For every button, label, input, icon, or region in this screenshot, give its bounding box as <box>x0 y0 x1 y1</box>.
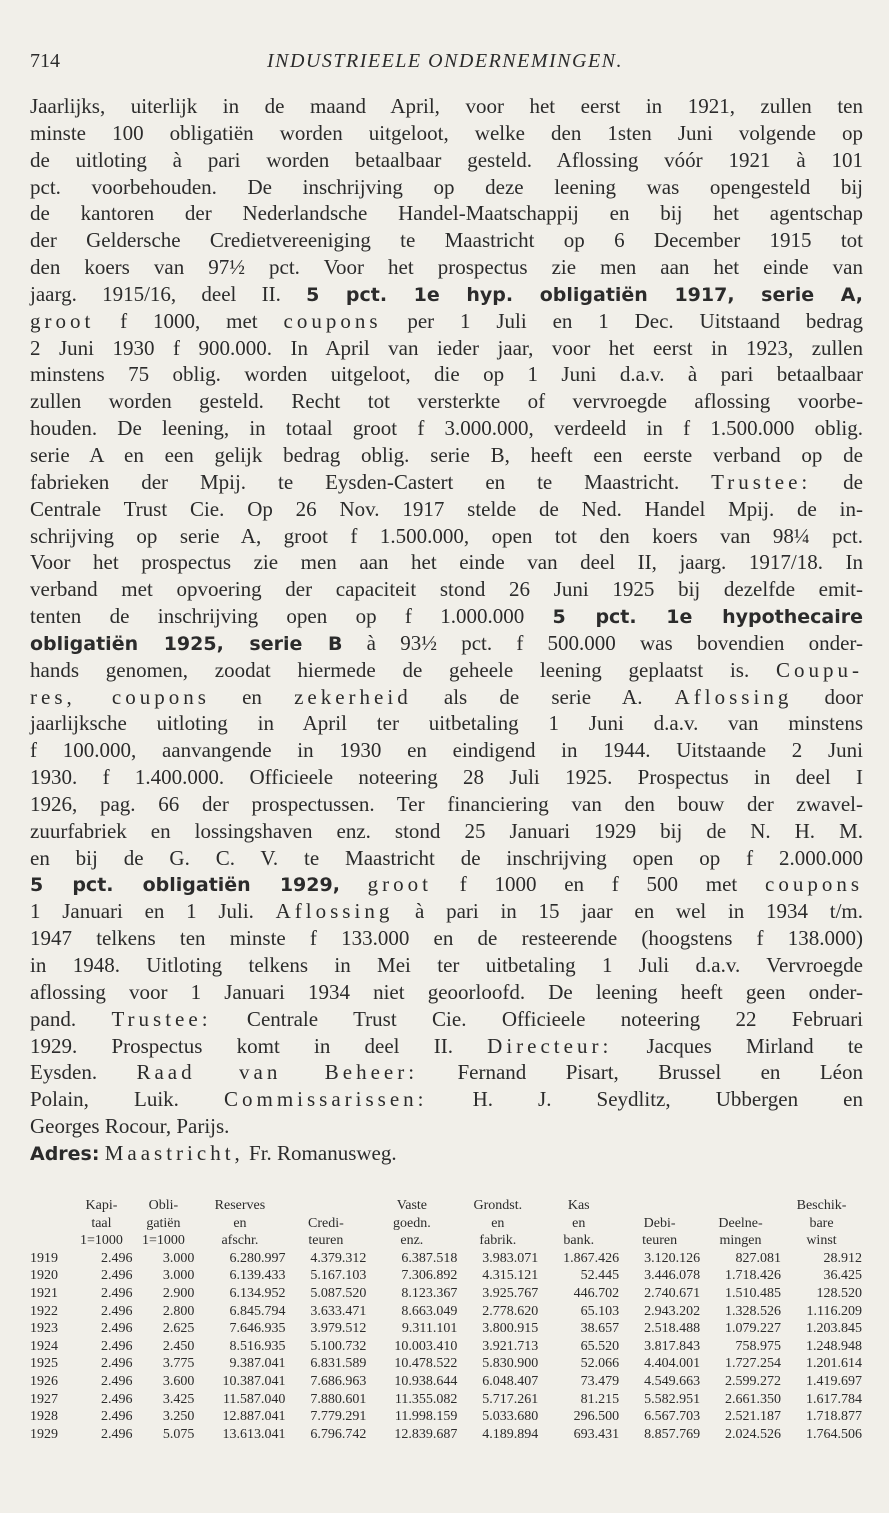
value-cell: 5.087.520 <box>310 1285 367 1301</box>
value-cell: 2.450 <box>162 1338 195 1354</box>
column-header: Obli- <box>148 1198 179 1213</box>
page-header <box>30 50 860 90</box>
text-line <box>30 1086 863 1113</box>
spaced-term: Directeur: <box>487 1033 613 1058</box>
value-cell: 2.496 <box>100 1268 133 1284</box>
value-cell: 5.075 <box>162 1426 195 1442</box>
text-run: pand. <box>30 1006 112 1031</box>
text-line <box>30 1006 863 1033</box>
column-header: en <box>572 1215 586 1231</box>
column-header: enz. <box>400 1233 424 1249</box>
value-cell: 4.189.894 <box>482 1426 539 1442</box>
text-line <box>30 361 863 388</box>
column-header: Deelne- <box>718 1215 763 1231</box>
text-run: pct. voorbehouden. De inschrijving op deze leening was opengesteld bij <box>30 174 863 199</box>
value-cell: 296.500 <box>573 1409 620 1425</box>
header-row <box>30 1215 862 1233</box>
text-line <box>30 254 863 281</box>
column-header <box>30 1197 70 1215</box>
value-cell: 6.567.703 <box>644 1409 701 1425</box>
column-header: taal <box>91 1215 112 1231</box>
text-line <box>30 147 863 174</box>
text-run: jaarlijksche uitloting in April ter uitbetaling 1 Juni d.a.v. van minstens <box>30 711 863 736</box>
text-line <box>30 227 863 254</box>
text-run: Fr. Romanusweg. <box>243 1140 397 1165</box>
value-cell: 7.686.963 <box>310 1373 367 1389</box>
value-cell: 7.306.892 <box>401 1268 458 1284</box>
value-cell: 36.425 <box>823 1268 862 1284</box>
value-cell: 1.510.485 <box>724 1285 781 1301</box>
value-cell: 1.764.506 <box>806 1426 862 1442</box>
value-cell: 2.740.671 <box>644 1285 701 1301</box>
spaced-term: groot <box>30 308 95 333</box>
text-run: Centrale Trust Cie. Op 26 Nov. 1917 stelde de Ned. Handel Mpij. de in- <box>30 496 863 521</box>
column-header: goedn. <box>392 1215 431 1231</box>
value-cell: 3.000 <box>162 1250 195 1266</box>
spaced-term: groot <box>367 872 432 897</box>
value-cell: 5.167.103 <box>310 1268 367 1284</box>
text-run: à 93½ pct. f 500.000 was bovendien onder- <box>342 630 863 655</box>
value-cell: 3.800.915 <box>482 1321 539 1337</box>
text-run: de uitloting à pari worden betaalbaar gesteld. Aflossing vóór 1921 à 101 <box>30 147 863 172</box>
column-header <box>30 1215 70 1233</box>
value-cell: 10.387.041 <box>222 1373 286 1389</box>
value-cell: 3.633.471 <box>310 1303 367 1319</box>
year-cell: 1923 <box>30 1321 58 1337</box>
spaced-term: Coupu- <box>776 657 863 682</box>
value-cell: 3.979.512 <box>310 1321 367 1337</box>
column-header <box>700 1197 781 1215</box>
column-header: teuren <box>642 1233 678 1249</box>
value-cell: 2.496 <box>100 1321 133 1337</box>
value-cell: 2.800 <box>162 1303 195 1319</box>
value-cell: 7.880.601 <box>310 1391 367 1407</box>
text-line <box>30 442 863 469</box>
value-cell: 6.796.742 <box>310 1426 367 1442</box>
value-cell: 2.943.202 <box>644 1303 701 1319</box>
text-run: en <box>209 684 295 709</box>
text-run: Voor het prospectus zie men aan het einde van deel II, jaarg. 1917/18. In <box>30 550 863 575</box>
column-header <box>30 1232 70 1250</box>
table-row <box>30 1355 862 1373</box>
column-header <box>619 1197 700 1215</box>
column-header: bank. <box>563 1233 595 1249</box>
year-cell: 1929 <box>30 1426 58 1442</box>
column-header: gatiën <box>146 1215 181 1231</box>
text-line <box>30 388 863 415</box>
column-header: Beschik- <box>796 1198 847 1213</box>
column-header: winst <box>806 1233 837 1249</box>
value-cell: 2.599.272 <box>724 1373 781 1389</box>
value-cell: 5.830.900 <box>482 1356 539 1372</box>
text-line <box>30 925 863 952</box>
year-cell: 1928 <box>30 1409 58 1425</box>
value-cell: 3.120.126 <box>644 1250 701 1266</box>
text-run: 1947 telkens ten minste f 133.000 en de resteerende (hoogstens f 138.000) <box>30 926 863 951</box>
text-run: Eysden. <box>30 1060 137 1085</box>
text-line <box>30 496 863 523</box>
value-cell: 2.778.620 <box>482 1303 539 1319</box>
value-cell: 5.717.261 <box>482 1391 539 1407</box>
value-cell: 2.496 <box>100 1391 133 1407</box>
text-line <box>30 200 863 227</box>
column-header: Kapi- <box>85 1198 118 1213</box>
value-cell: 5.100.732 <box>310 1338 367 1354</box>
value-cell: 8.516.935 <box>229 1338 286 1354</box>
spaced-term: Raad van Beheer: <box>136 1060 419 1085</box>
value-cell: 38.657 <box>580 1321 620 1337</box>
value-cell: 3.775 <box>162 1356 195 1372</box>
value-cell: 2.496 <box>100 1303 133 1319</box>
text-line <box>30 549 863 576</box>
column-header: teuren <box>308 1233 344 1249</box>
value-cell: 1.079.227 <box>724 1321 781 1337</box>
value-cell: 11.998.159 <box>394 1409 458 1425</box>
bold-heading: Adres: <box>30 1142 100 1165</box>
value-cell: 1.203.845 <box>806 1321 862 1337</box>
text-line <box>30 469 863 496</box>
value-cell: 2.496 <box>100 1250 133 1266</box>
value-cell: 1.867.426 <box>563 1250 620 1266</box>
text-line <box>30 871 863 898</box>
text-run: den koers van 97½ pct. Voor het prospectus zie men aan het einde van <box>30 255 863 280</box>
value-cell: 2.496 <box>100 1356 133 1372</box>
text-line <box>30 93 863 120</box>
spaced-term: Trustee: <box>711 469 812 494</box>
value-cell: 5.033.680 <box>482 1409 539 1425</box>
table-header <box>30 1197 862 1250</box>
spaced-term: coupons <box>283 308 382 333</box>
text-line <box>30 952 863 979</box>
value-cell: 1.328.526 <box>724 1303 781 1319</box>
value-cell: 1.248.948 <box>806 1338 862 1354</box>
text-run: Georges Rocour, Parijs. <box>30 1114 230 1139</box>
column-header: Reserves <box>214 1198 266 1213</box>
value-cell: 2.518.488 <box>644 1321 701 1337</box>
value-cell: 5.582.951 <box>644 1391 701 1407</box>
value-cell: 1.419.697 <box>806 1373 862 1389</box>
year-cell: 1925 <box>30 1356 58 1372</box>
text-run: serie A en een gelijk bedrag oblig. serie B, heeft een eerste verband op de <box>30 442 863 467</box>
text-run: f 1000, met <box>94 308 284 333</box>
column-header: Credi- <box>308 1215 344 1231</box>
text-line <box>30 1033 863 1060</box>
table-row <box>30 1250 862 1268</box>
value-cell: 2.625 <box>162 1321 195 1337</box>
column-header: Kas <box>567 1198 590 1213</box>
text-line <box>30 120 863 147</box>
text-line <box>30 1059 863 1086</box>
bold-heading: 5 pct. obligatiën 1929, <box>30 874 340 897</box>
text-line <box>30 898 863 925</box>
financial-table <box>30 1197 862 1443</box>
text-run: de <box>811 469 864 494</box>
value-cell: 6.280.997 <box>229 1250 286 1266</box>
text-run: Jacques Mirland te <box>612 1033 863 1058</box>
table-row <box>30 1267 862 1285</box>
text-line <box>30 415 863 442</box>
column-header: mingen <box>719 1233 762 1249</box>
text-line <box>30 281 863 308</box>
text-run: minstens 75 oblig. worden uitgeloot, die op 1 Juni d.a.v. à pari betaalbaar <box>30 362 863 387</box>
text-run: hands genomen, zoodat hiermede de geheele leening geplaatst is. <box>30 657 776 682</box>
value-cell: 2.496 <box>100 1338 133 1354</box>
value-cell: 9.311.101 <box>401 1321 458 1337</box>
text-run: minste 100 obligatiën worden uitgeloot, welke den 1sten Juni volgende op <box>30 120 863 145</box>
value-cell: 3.250 <box>162 1409 195 1425</box>
value-cell: 2.661.350 <box>724 1391 781 1407</box>
spaced-term: Commissarissen: <box>223 1087 428 1112</box>
value-cell: 1.617.784 <box>806 1391 862 1407</box>
value-cell: 4.315.121 <box>482 1268 539 1284</box>
value-cell: 3.446.078 <box>644 1268 701 1284</box>
value-cell: 1.718.877 <box>806 1409 862 1425</box>
value-cell: 3.925.767 <box>482 1285 539 1301</box>
text-run: jaarg. 1915/16, deel II. <box>30 281 307 306</box>
text-line <box>30 174 863 201</box>
table-row <box>30 1285 862 1303</box>
table-row <box>30 1391 862 1409</box>
text-line <box>30 603 863 630</box>
text-line <box>30 818 863 845</box>
table-row <box>30 1320 862 1338</box>
year-cell: 1922 <box>30 1303 58 1319</box>
value-cell: 446.702 <box>573 1285 620 1301</box>
text-run: zuurfabriek en lossingshaven enz. stond 25 Januari 1929 bij de N. H. M. <box>30 818 863 843</box>
text-run: zullen worden gesteld. Recht tot versterkte of vervroegde aflossing voorbe- <box>30 389 863 414</box>
value-cell: 8.123.367 <box>401 1285 458 1301</box>
value-cell: 2.024.526 <box>724 1426 781 1442</box>
value-cell: 10.478.522 <box>394 1356 458 1372</box>
text-run: aflossing voor 1 Januari 1934 niet geoorloofd. De leening heeft geen onder- <box>30 979 863 1004</box>
spaced-term: Trustee: <box>111 1006 212 1031</box>
header-row <box>30 1197 862 1215</box>
value-cell: 827.081 <box>735 1250 781 1266</box>
value-cell: 3.921.713 <box>482 1338 539 1354</box>
column-header: fabrik. <box>479 1233 517 1249</box>
value-cell: 11.587.040 <box>222 1391 286 1407</box>
bold-heading: obligatiën 1925, serie B <box>30 632 343 655</box>
text-line <box>30 523 863 550</box>
value-cell: 2.496 <box>100 1426 133 1442</box>
page-number: 714 <box>30 50 60 72</box>
value-cell: 3.000 <box>162 1268 195 1284</box>
year-cell: 1921 <box>30 1285 58 1301</box>
bold-heading: 5 pct. 1e hyp. obligatiën 1917, serie A, <box>306 283 863 306</box>
bold-heading: 5 pct. 1e hypothecaire <box>552 606 863 629</box>
table-row <box>30 1303 862 1321</box>
text-run: tenten de inschrijving open op f 1.000.000 <box>30 604 553 629</box>
value-cell: 1.727.254 <box>724 1356 781 1372</box>
value-cell: 52.066 <box>580 1356 620 1372</box>
text-run: 1926, pag. 66 der prospectussen. Ter financiering van den bouw der zwavel- <box>30 791 863 816</box>
value-cell: 4.549.663 <box>644 1373 701 1389</box>
value-cell: 8.663.049 <box>401 1303 458 1319</box>
year-cell: 1919 <box>30 1250 58 1266</box>
spaced-term: zekerheid <box>294 684 412 709</box>
text-run: à pari in 15 jaar en wel in 1934 t/m. <box>393 899 863 924</box>
text-run: 1929. Prospectus komt in deel II. <box>30 1033 488 1058</box>
text-run: Centrale Trust Cie. Officieele noteering 22 Februari <box>211 1006 863 1031</box>
column-header: 1=1000 <box>141 1233 185 1249</box>
table-row <box>30 1338 862 1356</box>
text-run: Jaarlijks, uiterlijk in de maand April, voor het eerst in 1921, zullen ten <box>30 94 863 118</box>
text-run: als de serie A. <box>411 684 675 709</box>
value-cell: 128.520 <box>816 1285 862 1301</box>
spaced-term: Aflossing <box>275 899 394 924</box>
text-line <box>30 979 863 1006</box>
text-line <box>30 630 863 657</box>
value-cell: 11.355.082 <box>394 1391 458 1407</box>
value-cell: 6.831.589 <box>310 1356 367 1372</box>
value-cell: 10.003.410 <box>394 1338 458 1354</box>
value-cell: 3.817.843 <box>644 1338 701 1354</box>
value-cell: 2.521.187 <box>724 1409 781 1425</box>
value-cell: 7.779.291 <box>310 1409 367 1425</box>
text-line <box>30 845 863 872</box>
text-run <box>340 872 368 896</box>
text-run: 1930. f 1.400.000. Officieele noteering 28 Juli 1925. Prospectus in deel I <box>30 765 863 790</box>
value-cell: 2.496 <box>100 1285 133 1301</box>
spaced-term: coupons <box>765 872 864 897</box>
year-cell: 1926 <box>30 1373 58 1389</box>
table-body <box>30 1250 862 1444</box>
column-header: en <box>491 1215 505 1231</box>
text-run: f 1000 en f 500 met <box>432 872 766 897</box>
value-cell: 8.857.769 <box>644 1426 701 1442</box>
text-run: 2 Juni 1930 f 900.000. In April van ieder jaar, voor het eerst in 1923, zullen <box>30 335 863 360</box>
text-line <box>30 1140 863 1167</box>
body-text <box>30 93 863 1167</box>
column-header: Vaste <box>396 1198 428 1213</box>
value-cell: 1.201.614 <box>806 1356 862 1372</box>
value-cell: 81.215 <box>580 1391 620 1407</box>
text-line <box>30 791 863 818</box>
value-cell: 2.496 <box>100 1409 133 1425</box>
value-cell: 4.404.001 <box>644 1356 701 1372</box>
column-header: Grondst. <box>473 1198 523 1213</box>
text-run: en bij de G. C. V. te Maastricht de inschrijving open op f 2.000.000 <box>30 845 863 870</box>
value-cell: 4.379.312 <box>310 1250 367 1266</box>
running-title: INDUSTRIEELE ONDERNEMINGEN. <box>266 50 624 72</box>
table-row <box>30 1373 862 1391</box>
table-row <box>30 1408 862 1426</box>
year-cell: 1924 <box>30 1338 58 1354</box>
value-cell: 6.387.518 <box>401 1250 458 1266</box>
text-run: verband met opvoering der capaciteit stond 26 Juni 1925 bij dezelfde emit- <box>30 577 863 602</box>
value-cell: 12.887.041 <box>222 1409 286 1425</box>
value-cell: 3.600 <box>162 1373 195 1389</box>
value-cell: 1.718.426 <box>724 1268 781 1284</box>
value-cell: 65.520 <box>580 1338 620 1354</box>
text-run: der Geldersche Credietvereeniging te Maastricht op 6 December 1915 tot <box>30 228 863 253</box>
value-cell: 7.646.935 <box>229 1321 286 1337</box>
header-row <box>30 1232 862 1250</box>
spaced-term: res, coupons <box>30 684 210 709</box>
value-cell: 10.938.644 <box>394 1373 458 1389</box>
text-run: fabrieken der Mpij. te Eysden-Castert en te Maastricht. <box>30 469 712 494</box>
value-cell: 6.845.794 <box>229 1303 286 1319</box>
column-header <box>285 1197 366 1215</box>
value-cell: 693.431 <box>573 1426 620 1442</box>
text-run: houden. De leening, in totaal groot f 3.000.000, verdeeld in f 1.500.000 oblig. <box>30 416 863 441</box>
value-cell: 6.048.407 <box>482 1373 539 1389</box>
value-cell: 6.139.433 <box>229 1268 286 1284</box>
text-run: f 100.000, aanvangende in 1930 en eindigend in 1944. Uitstaande 2 Juni <box>30 738 863 763</box>
text-line <box>30 737 863 764</box>
column-header: en <box>233 1215 247 1231</box>
column-header: 1=1000 <box>79 1233 123 1249</box>
value-cell: 13.613.041 <box>222 1426 286 1442</box>
column-header: bare <box>809 1215 834 1231</box>
year-cell: 1927 <box>30 1391 58 1407</box>
text-run: 1 Januari en 1 Juli. <box>30 899 276 924</box>
value-cell: 9.387.041 <box>229 1356 286 1372</box>
value-cell: 73.479 <box>580 1373 620 1389</box>
value-cell: 65.103 <box>580 1303 620 1319</box>
text-line <box>30 576 863 603</box>
text-run: in 1948. Uitloting telkens in Mei ter uitbetaling 1 Juli d.a.v. Vervroegde <box>30 953 863 977</box>
value-cell: 758.975 <box>735 1338 781 1354</box>
value-cell: 6.134.952 <box>229 1285 286 1301</box>
value-cell: 3.425 <box>162 1391 195 1407</box>
spaced-term: Aflossing <box>674 684 793 709</box>
text-run: Polain, Luik. <box>30 1087 224 1112</box>
text-run: Fernand Pisart, Brussel en Léon <box>418 1060 863 1085</box>
text-run: door <box>792 684 863 709</box>
text-line <box>30 684 863 711</box>
text-run: per 1 Juli en 1 Dec. Uitstaand bedrag <box>381 308 864 333</box>
table-row <box>30 1426 862 1444</box>
value-cell: 28.912 <box>823 1250 862 1266</box>
column-header: afschr. <box>221 1233 259 1249</box>
value-cell: 52.445 <box>580 1268 620 1284</box>
value-cell: 2.496 <box>100 1373 133 1389</box>
year-cell: 1920 <box>30 1268 58 1284</box>
column-header: Debi- <box>643 1215 676 1231</box>
text-line <box>30 308 863 335</box>
text-line <box>30 710 863 737</box>
value-cell: 3.983.071 <box>482 1250 539 1266</box>
text-line <box>30 1113 863 1140</box>
spaced-term: Maastricht, <box>104 1140 244 1165</box>
text-line <box>30 764 863 791</box>
text-run: H. J. Seydlitz, Ubbergen en <box>427 1087 863 1112</box>
text-line <box>30 657 863 684</box>
text-run: de kantoren der Nederlandsche Handel-Maatschappij en bij het agentschap <box>30 201 863 226</box>
value-cell: 12.839.687 <box>394 1426 458 1442</box>
text-line <box>30 335 863 362</box>
value-cell: 2.900 <box>162 1285 195 1301</box>
text-run: schrijving op serie A, groot f 1.500.000, open tot den koers van 98¼ pct. <box>30 523 863 548</box>
value-cell: 1.116.209 <box>806 1303 862 1319</box>
